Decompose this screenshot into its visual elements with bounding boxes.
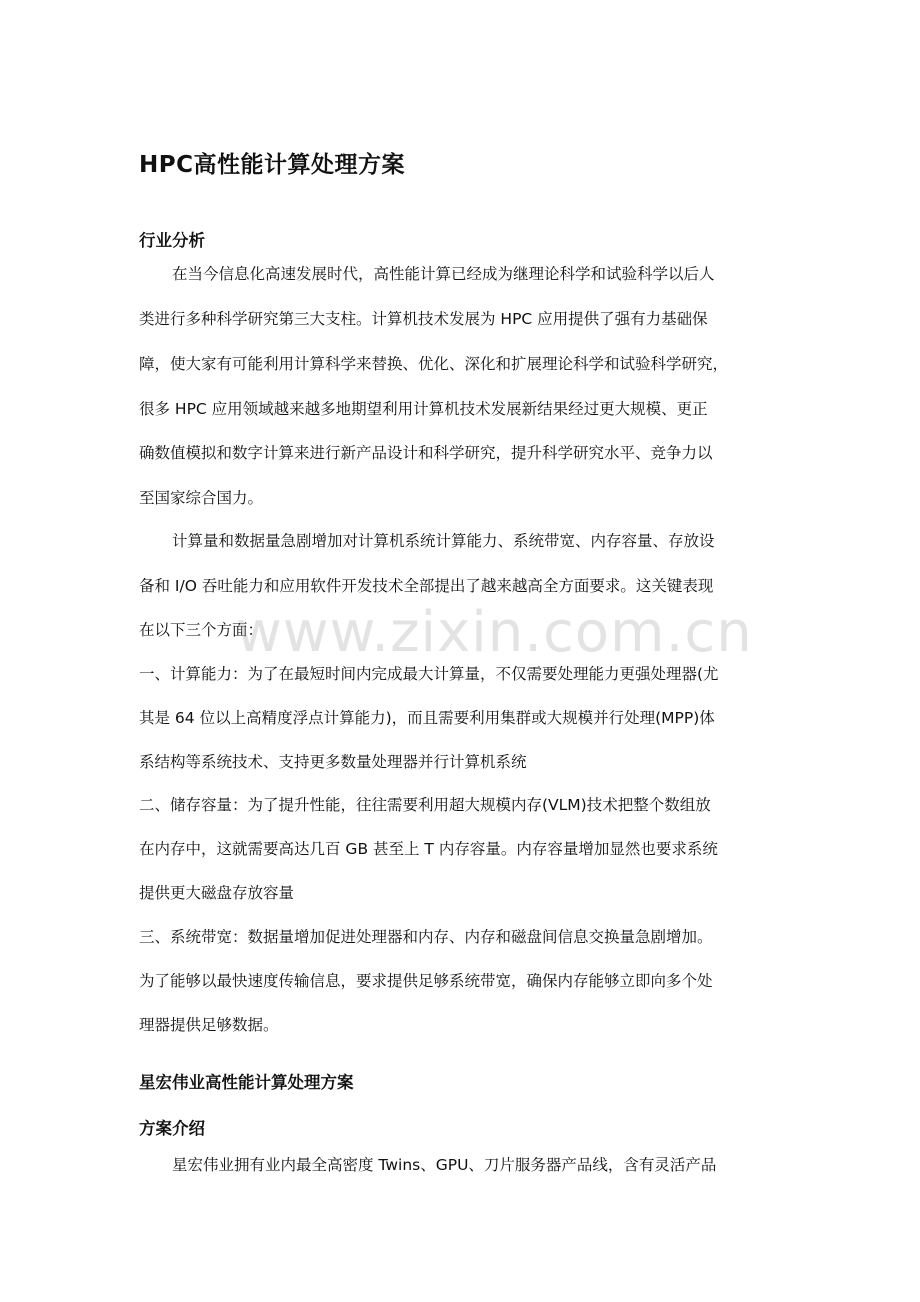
paragraph-line: 在以下三个方面：: [139, 621, 264, 639]
section-heading-introduction: 方案介绍: [139, 1119, 205, 1138]
paragraph-line: 障，使大家有可能利用计算科学来替换、优化、深化和扩展理论科学和试验科学研究，: [139, 355, 729, 373]
paragraph-line: 很多 HPC 应用领域越来越多地期望利用计算机技术发展新结果经过更大规模、更正: [139, 400, 708, 418]
list-item-line: 为了能够以最快速度传输信息，要求提供足够系统带宽，确保内存能够立即向多个处: [139, 972, 713, 990]
list-item-line: 其是 64 位以上高精度浮点计算能力)，而且需要利用集群或大规模并行处理(MPP)体: [139, 709, 715, 727]
paragraph-line: 至国家综合国力。: [139, 489, 264, 507]
paragraph-line: 类进行多种科学研究第三大支柱。计算机技术发展为 HPC 应用提供了强有力基础保: [139, 310, 708, 328]
list-item-line: 提供更大磁盘存放容量: [139, 884, 295, 902]
list-item-line: 系结构等系统技术、支持更多数量处理器并行计算机系统: [139, 753, 527, 771]
section-heading-industry-analysis: 行业分析: [139, 231, 205, 250]
section-heading-solution: 星宏伟业高性能计算处理方案: [139, 1073, 354, 1092]
paragraph-line: 计算量和数据量急剧增加对计算机系统计算能力、系统带宽、内存容量、存放设: [172, 532, 715, 550]
list-item-line: 一、计算能力：为了在最短时间内完成最大计算量，不仅需要处理能力更强处理器(尤: [139, 665, 719, 683]
paragraph-line: 备和 I/O 吞吐能力和应用软件开发技术全部提出了越来越高全方面要求。这关键表现: [139, 577, 714, 595]
paragraph-line: 在当今信息化高速发展时代，高性能计算已经成为继理论科学和试验科学以后人: [172, 265, 715, 283]
document-title: HPC高性能计算处理方案: [139, 152, 405, 178]
paragraph-line: 星宏伟业拥有业内最全高密度 Twins、GPU、刀片服务器产品线，含有灵活产品: [172, 1156, 717, 1174]
list-item-line: 在内存中，这就需要高达几百 GB 甚至上 T 内存容量。内存容量增加显然也要求系统: [139, 840, 718, 858]
watermark: www.zixin.com.cn: [236, 600, 753, 665]
paragraph-line: 确数值模拟和数字计算来进行新产品设计和科学研究，提升科学研究水平、竞争力以: [139, 444, 713, 462]
list-item-line: 理器提供足够数据。: [139, 1016, 279, 1034]
list-item-line: 二、储存容量：为了提升性能，往往需要利用超大规模内存(VLM)技术把整个数组放: [139, 796, 711, 814]
list-item-line: 三、系统带宽：数据量增加促进处理器和内存、内存和磁盘间信息交换量急剧增加。: [139, 928, 713, 946]
